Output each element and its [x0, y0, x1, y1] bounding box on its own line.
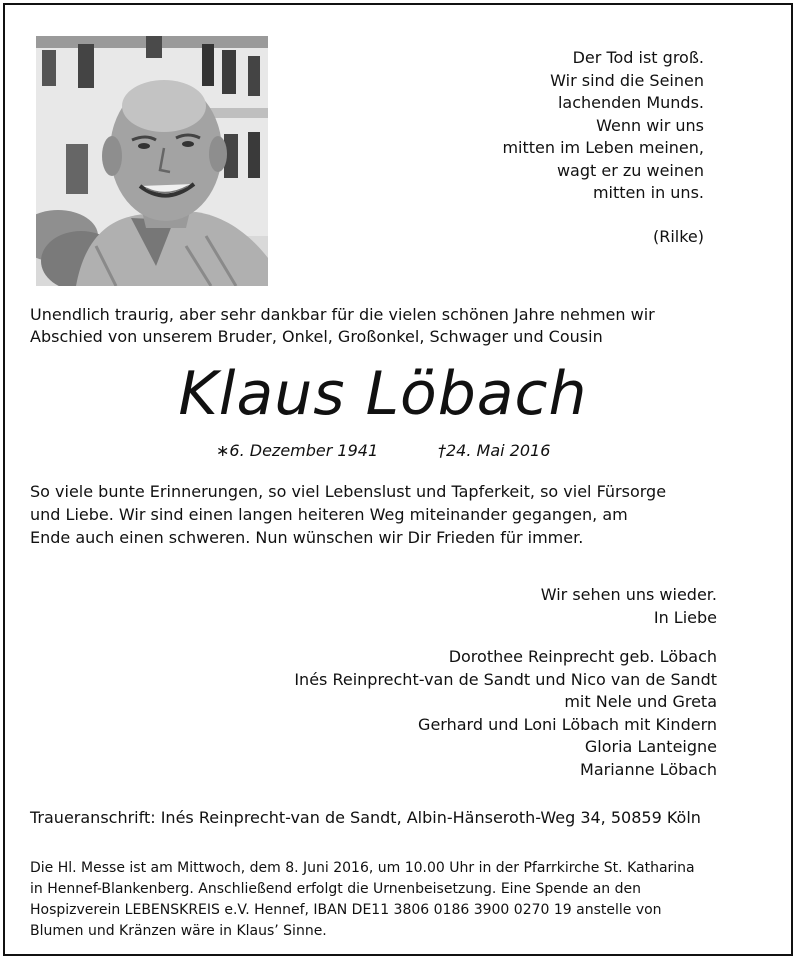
- service-line: Blumen und Kränzen wäre in Klaus’ Sinne.: [30, 923, 327, 939]
- family-member: Gerhard und Loni Löbach mit Kindern: [418, 714, 717, 734]
- poem-line: Wenn wir uns: [596, 115, 704, 135]
- intro-text: [30, 304, 750, 348]
- service-line: Die Hl. Messe ist am Mittwoch, dem 8. Juni 2016, um 10.00 Uhr in der Pfarrkirche St. Katharina: [30, 860, 695, 876]
- poem-line: mitten in uns.: [592, 183, 704, 202]
- family-member: Dorothee Reinprecht geb. Löbach: [448, 647, 717, 666]
- service-line: Hospizverein LEBENSKREIS e.V. Hennef, IBAN DE11 3806 0186 3900 0270 19 anstelle von: [30, 902, 662, 918]
- signoff-line: Wir sehen uns wieder.: [540, 585, 717, 604]
- mourning-address: Traueranschrift: Inés Reinprecht-van de Sandt, Albin-Hänseroth-Weg 34, 50859 Köln: [30, 808, 701, 827]
- poem-line: mitten im Leben meinen,: [502, 138, 704, 157]
- family-member: Inés Reinprecht-van de Sandt und Nico van de Sandt: [294, 669, 717, 689]
- intro-line: Unendlich traurig, aber sehr dankbar für die vielen schönen Jahre nehmen wir: [30, 305, 655, 324]
- poem: [502, 47, 704, 248]
- poem-line: Wir sind die Seinen: [550, 70, 704, 90]
- tribute-line: Ende auch einen schweren. Nun wünschen wir Dir Frieden für immer.: [30, 528, 584, 547]
- poem-line: wagt er zu weinen: [556, 160, 704, 180]
- family-member: mit Nele und Greta: [564, 692, 717, 711]
- poem-line: lachenden Munds.: [557, 93, 704, 112]
- intro-line: Abschied von unserem Bruder, Onkel, Großonkel, Schwager und Cousin: [30, 327, 603, 346]
- family-list: [294, 646, 717, 781]
- service-info: [30, 858, 770, 942]
- death-date: †24. Mai 2016: [438, 441, 551, 460]
- signoff: [541, 583, 717, 629]
- family-member: Marianne Löbach: [580, 759, 717, 779]
- tribute-text: [30, 480, 750, 549]
- birth-date: ∗6. Dezember 1941: [216, 441, 379, 460]
- portrait-photo: [36, 36, 268, 286]
- tribute-line: und Liebe. Wir sind einen langen heiteren Weg miteinander gegangen, am: [30, 505, 628, 524]
- poem-source: (Rilke): [652, 226, 704, 246]
- tribute-line: So viele bunte Erinnerungen, so viel Lebenslust und Tapferkeit, so viel Fürsorge: [30, 482, 667, 501]
- poem-line: Der Tod ist groß.: [572, 48, 704, 67]
- deceased-name: Klaus Löbach: [178, 359, 588, 429]
- family-member: Gloria Lanteigne: [584, 737, 717, 756]
- service-line: in Hennef-Blankenberg. Anschließend erfolgt die Urnenbeisetzung. Eine Spende an den: [30, 881, 641, 897]
- signoff-line: In Liebe: [653, 608, 717, 627]
